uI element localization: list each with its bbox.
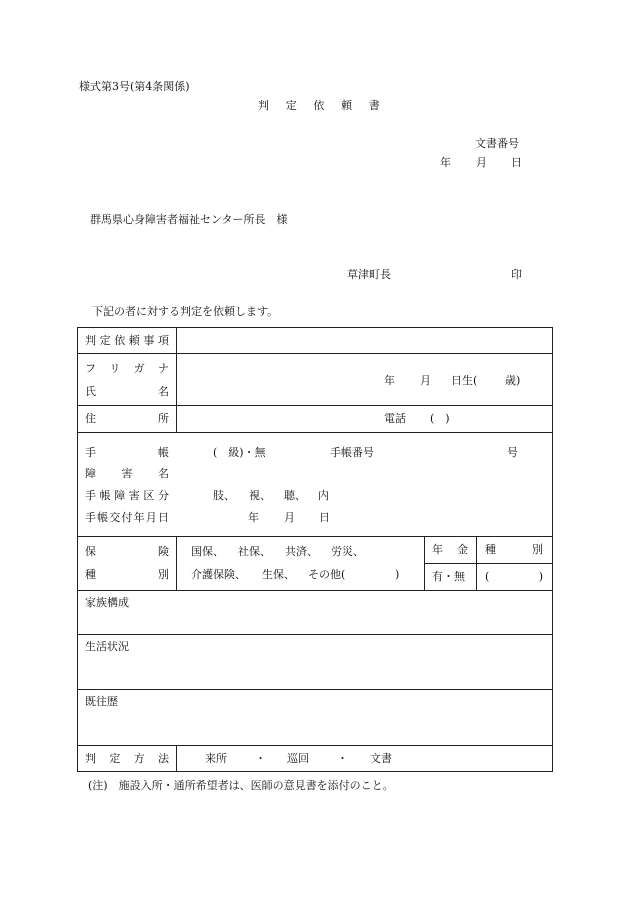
request-items-label: 判 定 依 頼 事 項 — [85, 334, 169, 347]
method-separator-1: ・ — [255, 752, 266, 765]
disability-name-label: 障 害 名 — [85, 467, 169, 480]
insurance-other-close: ) — [395, 568, 400, 581]
addressee: 群馬県心身障害者福祉センター所長 様 — [90, 213, 288, 226]
insurance-option-rosai: 労災、 — [331, 545, 364, 558]
insurance-option-kokuho: 国保、 — [191, 545, 224, 558]
address-label: 住 所 — [85, 412, 169, 425]
techo-number-suffix: 号 — [507, 446, 518, 459]
insurance-option-seiho: 生保、 — [262, 568, 295, 581]
insurance-type-label: 種 別 — [85, 568, 169, 581]
seal-mark: 印 — [511, 268, 522, 281]
history-label: 既往歴 — [85, 695, 118, 708]
method-option-document: 文書 — [370, 752, 392, 765]
techo-category-2: 聴、 — [284, 489, 306, 502]
insurance-label: 保 険 — [85, 545, 169, 558]
insurance-option-kaigo: 介護保険、 — [191, 568, 246, 581]
issue-year: 年 — [248, 511, 259, 524]
techo-category-label: 手 帳 障 害 区 分 — [85, 489, 169, 502]
method-option-visit: 来所 — [205, 752, 227, 765]
techo-category-3: 内 — [318, 489, 329, 502]
document-title: 判 定 依 頼 書 — [258, 99, 387, 112]
doc-number-label: 文書番号 — [475, 137, 519, 150]
birth-month: 月 — [420, 374, 431, 387]
method-label: 判 定 方 法 — [85, 752, 169, 765]
pension-type-paren: ( ) — [485, 570, 543, 583]
techo-grade: ( 級)・無 — [213, 446, 266, 459]
header-date-year: 年 — [440, 156, 451, 169]
techo-number-label: 手帳番号 — [330, 446, 374, 459]
insurance-option-kyosai: 共済、 — [285, 545, 318, 558]
techo-category-1: 視、 — [249, 489, 271, 502]
pension-label: 年 金 — [432, 543, 468, 556]
age-label: 歳) — [505, 374, 521, 387]
footnote: (注) 施設入所・通所希望者は、医師の意見書を添付のこと。 — [88, 779, 394, 792]
pension-type-label: 種 別 — [485, 543, 543, 556]
phone-paren: ( ) — [430, 412, 450, 425]
phone-label: 電話 — [384, 412, 406, 425]
sender-name: 草津町長 — [347, 268, 391, 281]
insurance-option-shaho: 社保、 — [238, 545, 271, 558]
issue-day: 日 — [319, 511, 330, 524]
method-separator-2: ・ — [337, 752, 348, 765]
insurance-option-other: その他( — [308, 568, 346, 581]
techo-category-0: 肢、 — [213, 489, 235, 502]
pension-value: 有・無 — [432, 570, 465, 583]
furigana-label: フ リ ガ ナ — [85, 362, 169, 375]
name-label: 氏 名 — [85, 385, 169, 398]
intro-text: 下記の者に対する判定を依頼します。 — [92, 305, 279, 318]
family-label: 家族構成 — [85, 596, 129, 609]
living-label: 生活状況 — [85, 640, 129, 653]
techo-label: 手 帳 — [85, 446, 169, 459]
issue-date-label: 手 帳 交 付 年 月 日 — [85, 511, 169, 524]
birth-year: 年 — [384, 374, 395, 387]
method-option-tour: 巡回 — [287, 752, 309, 765]
form-number: 様式第3号(第4条関係) — [79, 80, 190, 93]
issue-month: 月 — [284, 511, 295, 524]
birth-day: 日生( — [451, 374, 478, 387]
header-date-month: 月 — [476, 156, 487, 169]
header-date-day: 日 — [511, 156, 522, 169]
